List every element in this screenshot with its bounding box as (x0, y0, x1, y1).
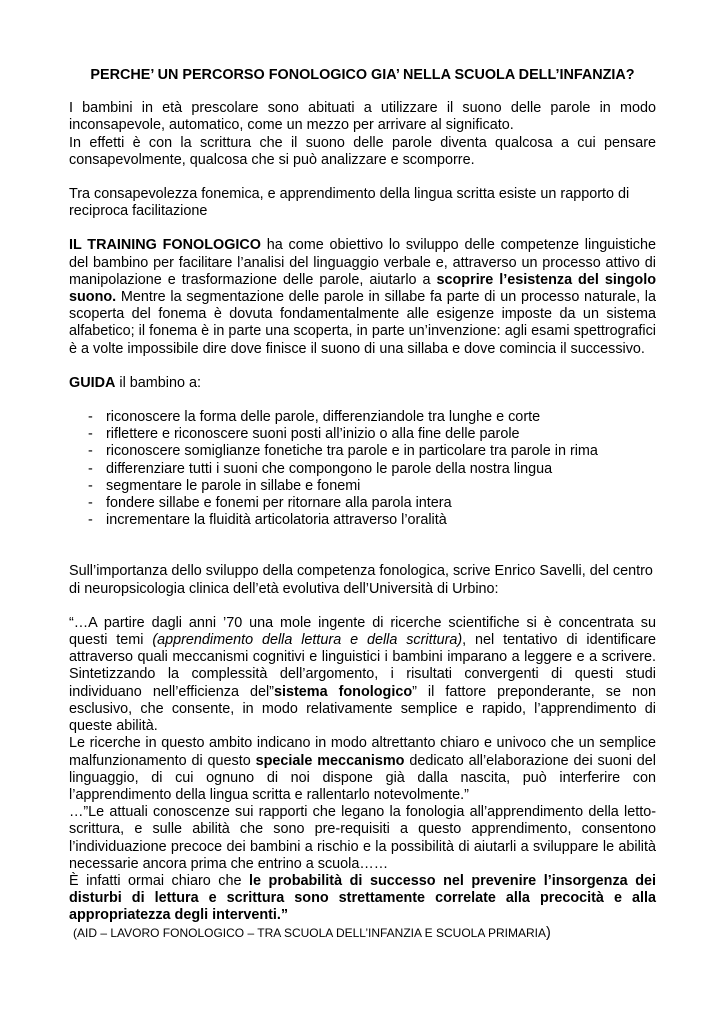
list-item: - segmentare le parole in sillabe e fonemi (69, 478, 656, 495)
page-title: PERCHE’ UN PERCORSO FONOLOGICO GIA’ NELLA SCUOLA DELL’INFANZIA? (90, 67, 635, 83)
quote-a-text-1: “…A partire dagli anni ’70 una mole ingente di ricerche scientifiche si è concentrata su questi temi (69, 614, 656, 649)
intro-paragraph-2: In effetti è con la scrittura che il suono delle parole diventa qualcosa a cui pensare consapevolmente, qualcosa che si può analizzare e scomporre. (69, 134, 656, 168)
savelli-intro: Sull’importanza dello sviluppo della competenza fonologica, scrive Enrico Savelli, del centro di neuropsicologia clinica dell’età evolutiva dell’Università di Urbino: (69, 563, 653, 597)
quote-a-bold: sistema fonologico (273, 683, 413, 700)
guida-rest: il bambino a: (115, 374, 201, 391)
quote-paragraph-a (69, 615, 656, 735)
training-heading: IL TRAINING FONOLOGICO (69, 237, 261, 254)
source-citation (73, 925, 656, 942)
relation-paragraph: Tra consapevolezza fonemica, e apprendimento della lingua scritta esiste un rapporto di reciproca facilitazione (69, 186, 630, 220)
quote-b-text-2: dedicato all’elaborazione dei suoni del linguaggio, di cui ognuno di noi dispone già dalla nascita, può interferire con l’apprendimento della lingua scritta e rallentarlo notevolmente.” (69, 752, 656, 803)
source-close: ) (546, 924, 551, 941)
training-text-2: Mentre la segmentazione delle parole in sillabe fa parte di un processo naturale, la scoperta del fonema è dovuta fondamentalmente alle esigenze imposte da un sistema alfabetico; il fonema è in parte una scoperta, in parte un’invenzione: agli esami spettrografici è a volte impossibile dire dove finisce il suono di una sillaba e dove comincia il successivo. (69, 289, 656, 357)
training-paragraph (69, 237, 656, 357)
list-item: - riflettere e riconoscere suoni posti all’inizio o alla fine delle parole (69, 426, 656, 443)
quote-paragraph-d (69, 873, 656, 925)
training-text-1: ha come obiettivo lo sviluppo delle competenze linguistiche del bambino per facilitare l’analisi del linguaggio verbale e, attraverso un processo attivo di manipolazione e trasformazione delle parole, aiutarlo a (69, 237, 656, 288)
quote-b-text-1: Le ricerche in questo ambito indicano in modo altrettanto chiaro e univoco che un semplice malfunzionamento di questo (69, 735, 656, 769)
guida-bold: GUIDA (69, 374, 116, 391)
quote-b-bold: speciale meccanismo (255, 752, 405, 769)
quote-paragraph-b (69, 735, 656, 804)
document-body (69, 67, 656, 942)
quote-paragraph-c: …”Le attuali conoscenze sui rapporti che legano la fonologia all’apprendimento della letto-scrittura, e sulle abilità che sono pre-requisiti a questo apprendimento, consentono l’individuazione precoce dei bambini a rischio e la possibilità di aiutarli a sviluppare le abilità necessarie ancora prima che entrino a scuola…… (69, 804, 656, 872)
list-item: - fondere sillabe e fonemi per ritornare alla parola intera (69, 495, 656, 512)
quote-a-text-2: , nel tentativo di identificare attraverso quali meccanismi cognitivi e linguistici i bambini imparano a leggere e a scrivere. Sintetizzando la complessità dell’argomento, i risultati convergenti di questi studi individuano nell’efficienza del” (69, 632, 656, 700)
list-item: - riconoscere somiglianze fonetiche tra parole e in particolare tra parole in rima (69, 443, 656, 460)
training-highlight: scoprire l’esistenza del singolo suono. (69, 271, 656, 306)
quote-d-bold: le probabilità di successo nel prevenire l’insorgenza dei disturbi di lettura e scrittura sono strettamente correlate alla precocità e alla appropriatezza degli interventi.” (69, 872, 656, 924)
quote-a-text-3: ” il fattore preponderante, se non esclusivo, che consente, in modo relativamente semplice e rapido, l’apprendimento di queste abilità. (69, 683, 656, 735)
source-text: (AID – LAVORO FONOLOGICO – TRA SCUOLA DELL’INFANZIA E SCUOLA PRIMARIA (73, 925, 547, 940)
quote-a-italic: (apprendimento della lettura e della scrittura) (152, 632, 463, 649)
list-item: - differenziare tutti i suoni che compongono le parole della nostra lingua (69, 461, 656, 478)
list-item: - riconoscere la forma delle parole, differenziandole tra lunghe e corte (69, 409, 656, 426)
intro-paragraph-1: I bambini in età prescolare sono abituati a utilizzare il suono delle parole in modo inconsapevole, automatico, come un mezzo per arrivare al significato. (69, 100, 656, 134)
guida-heading (69, 375, 656, 392)
guida-list (69, 409, 656, 529)
list-item: - incrementare la fluidità articolatoria attraverso l’oralità (69, 512, 656, 529)
quote-d-text: È infatti ormai chiaro che (69, 872, 250, 889)
